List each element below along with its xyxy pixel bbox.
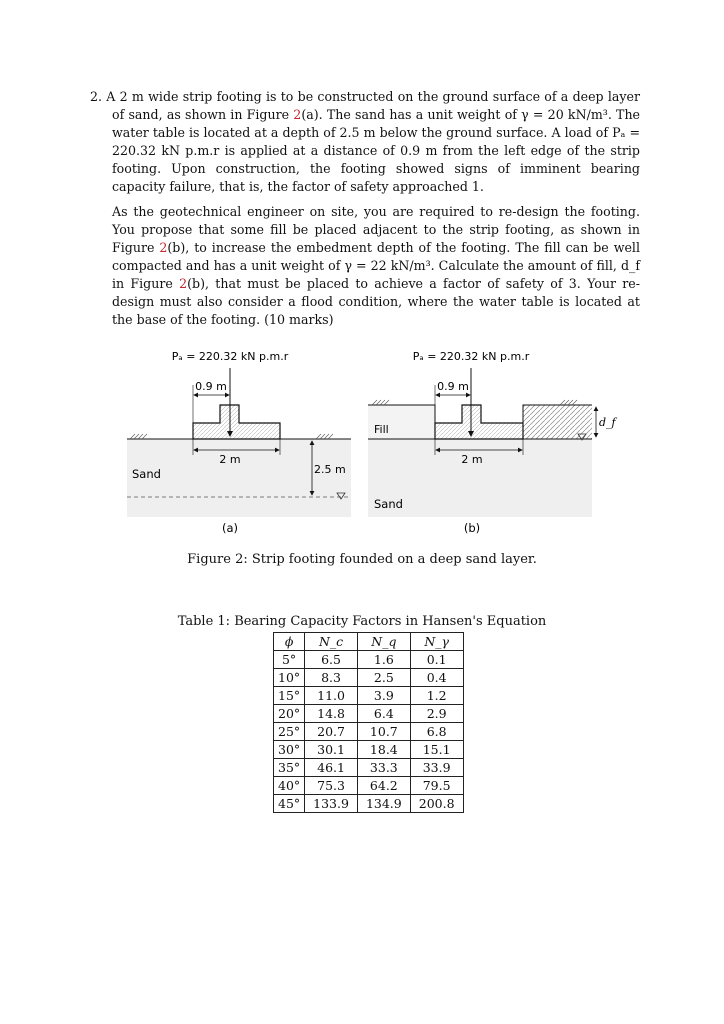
table-cell: 46.1: [305, 759, 358, 777]
table-cell: 200.8: [410, 795, 463, 813]
panel-b: [368, 350, 618, 535]
load-label-b: Pₐ = 220.32 kN p.m.r: [412, 350, 530, 363]
offset-label-b: 0.9 m: [437, 380, 469, 393]
table-cell: 15°: [274, 687, 305, 705]
table-row: [274, 741, 464, 759]
table-cell: 1.6: [357, 651, 410, 669]
table-cell: 3.9: [357, 687, 410, 705]
header-ngamma: N_γ: [410, 633, 463, 651]
figure-reference[interactable]: 2: [179, 276, 188, 291]
panel-a: [127, 350, 351, 535]
table-cell: 6.8: [410, 723, 463, 741]
table-cell: 0.4: [410, 669, 463, 687]
table-row: [274, 651, 464, 669]
table-cell: 6.5: [305, 651, 358, 669]
figure-reference[interactable]: 2: [293, 107, 302, 122]
table-row: [274, 669, 464, 687]
bearing-capacity-table: [273, 632, 464, 813]
fill-label: Fill: [374, 423, 389, 436]
table-cell: 45°: [274, 795, 305, 813]
wt-depth-label: 2.5 m: [314, 463, 346, 476]
table-cell: 79.5: [410, 777, 463, 795]
table-cell: 11.0: [305, 687, 358, 705]
table-cell: 15.1: [410, 741, 463, 759]
figure-caption: Figure 2: Strip footing founded on a deep sand layer.: [187, 552, 537, 567]
width-label-b: 2 m: [461, 453, 483, 466]
figure-2: [120, 340, 616, 540]
table-cell: 5°: [274, 651, 305, 669]
table-cell: 25°: [274, 723, 305, 741]
table-cell: 30°: [274, 741, 305, 759]
table-cell: 64.2: [357, 777, 410, 795]
question-paragraph-1: 2. A 2 m wide strip footing is to be constructed on the ground surface of a deep layer of sand, as shown in Figure 2(a). The sand has a unit weight of γ = 20 kN/m³. The water table is located at a depth of 2.5 m below the ground surface. A load of Pₐ = 220.32 kN p.m.r is applied at a distance of 0.9 m from the left edge of the strip footing. Upon construction, the footing showed signs of imminent bearing capacity failure, that is, the factor of safety approached 1.: [90, 89, 641, 194]
sand-label-a: Sand: [132, 467, 161, 481]
width-label-a: 2 m: [219, 453, 241, 466]
panel-label-a: (a): [221, 521, 239, 535]
offset-label-a: 0.9 m: [195, 380, 227, 393]
df-label: d_f: [599, 416, 616, 429]
table-cell: 33.3: [357, 759, 410, 777]
table-cell: 10°: [274, 669, 305, 687]
footing-a: [193, 405, 280, 439]
table-cell: 30.1: [305, 741, 358, 759]
table-cell: 0.1: [410, 651, 463, 669]
load-label-a: Pₐ = 220.32 kN p.m.r: [171, 350, 289, 363]
table-cell: 33.9: [410, 759, 463, 777]
table-cell: 40°: [274, 777, 305, 795]
table-header-row: [274, 633, 464, 651]
question: [90, 88, 640, 336]
header-nq: N_q: [357, 633, 410, 651]
table-cell: 75.3: [305, 777, 358, 795]
panel-label-b: (b): [463, 521, 481, 535]
table-row: [274, 795, 464, 813]
table-row: [274, 705, 464, 723]
table-body: [274, 651, 464, 813]
table-cell: 10.7: [357, 723, 410, 741]
header-nc: N_c: [305, 633, 358, 651]
table-cell: 133.9: [305, 795, 358, 813]
table-cell: 6.4: [357, 705, 410, 723]
table-cell: 18.4: [357, 741, 410, 759]
table-cell: 2.5: [357, 669, 410, 687]
table-cell: 8.3: [305, 669, 358, 687]
table-caption: Table 1: Bearing Capacity Factors in Hansen's Equation: [177, 614, 547, 629]
table-row: [274, 687, 464, 705]
table-cell: 35°: [274, 759, 305, 777]
table-cell: 2.9: [410, 705, 463, 723]
table-row: [274, 759, 464, 777]
question-paragraph-2: As the geotechnical engineer on site, you are required to re-design the footing. You propose that some fill be placed adjacent to the strip footing, as shown in Figure 2(b), to increase the embedment depth of the footing. The fill can be well compacted and has a unit weight of γ = 22 kN/m³. Calculate the amount of fill, d_f in Figure 2(b), that must be placed to achieve a factor of safety of 3. Your re-design must also consider a flood condition, where the water table is located at the base of the footing. (10 marks): [112, 204, 641, 327]
figure-reference[interactable]: 2: [159, 240, 168, 255]
table-row: [274, 777, 464, 795]
header-phi: ϕ: [274, 633, 305, 651]
footing-b: [435, 405, 523, 439]
table-cell: 134.9: [357, 795, 410, 813]
table-cell: 20°: [274, 705, 305, 723]
table-cell: 20.7: [305, 723, 358, 741]
question-number: 2.: [90, 89, 103, 104]
table-row: [274, 723, 464, 741]
table-cell: 14.8: [305, 705, 358, 723]
table-cell: 1.2: [410, 687, 463, 705]
sand-label-b: Sand: [374, 497, 403, 511]
